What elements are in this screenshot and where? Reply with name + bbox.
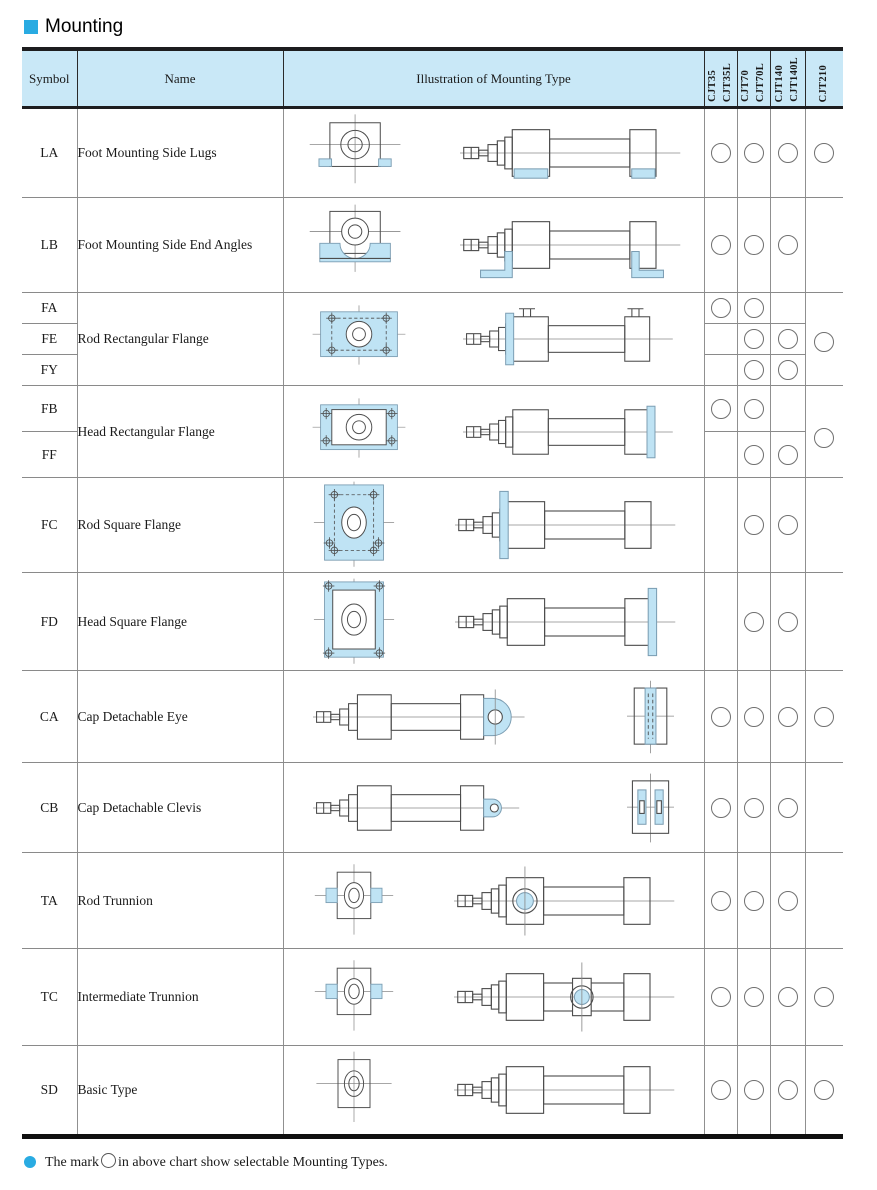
symbol-cell: TA bbox=[22, 853, 77, 949]
mark-cell bbox=[704, 1046, 737, 1137]
mark-cell bbox=[737, 853, 770, 949]
illustration-cell bbox=[283, 293, 704, 386]
symbol-cell: FF bbox=[22, 432, 77, 478]
mark-cell bbox=[805, 108, 843, 198]
col-header-symbol: Symbol bbox=[22, 49, 77, 108]
name-cell: Rod Square Flange bbox=[77, 478, 283, 573]
front-view-drawing bbox=[311, 299, 407, 379]
name-cell: Basic Type bbox=[77, 1046, 283, 1137]
symbol-cell: FY bbox=[22, 355, 77, 386]
side-view-drawing bbox=[455, 580, 679, 664]
footnote-text-before: The mark bbox=[45, 1155, 100, 1170]
col-header-illustration: Illustration of Mounting Type bbox=[283, 49, 704, 108]
illustration-cell bbox=[283, 573, 704, 671]
illustration-cell bbox=[283, 853, 704, 949]
side-view-drawing bbox=[313, 768, 526, 848]
illustration-cell bbox=[283, 1046, 704, 1137]
symbol-cell: FC bbox=[22, 478, 77, 573]
mark-cell bbox=[704, 198, 737, 293]
side-view-drawing bbox=[460, 203, 684, 287]
side-view-drawing bbox=[463, 299, 676, 379]
illustration-cell bbox=[283, 478, 704, 573]
col-header-cjt210 bbox=[805, 49, 843, 108]
mark-cell bbox=[704, 324, 737, 355]
table-row-fc bbox=[22, 478, 843, 573]
symbol-cell: FB bbox=[22, 386, 77, 432]
mark-cell bbox=[704, 293, 737, 324]
symbol-cell: FE bbox=[22, 324, 77, 355]
symbol-cell: SD bbox=[22, 1046, 77, 1137]
mark-cell bbox=[704, 573, 737, 671]
table-row-ca bbox=[22, 671, 843, 763]
front-view-drawing bbox=[310, 957, 398, 1037]
symbol-cell: FA bbox=[22, 293, 77, 324]
model-label: CJT35 bbox=[707, 70, 719, 102]
front-view-drawing bbox=[310, 861, 398, 941]
circle-mark-icon bbox=[101, 1153, 116, 1168]
mark-cell bbox=[704, 949, 737, 1046]
footnote bbox=[24, 1153, 877, 1171]
name-cell: Foot Mounting Side End Angles bbox=[77, 198, 283, 293]
side-view-drawing bbox=[455, 483, 679, 567]
mark-cell bbox=[737, 671, 770, 763]
illustration-cell bbox=[283, 108, 704, 198]
mark-cell bbox=[805, 573, 843, 671]
col-header-cjt35 bbox=[704, 49, 737, 108]
footnote-bullet-icon bbox=[24, 1156, 36, 1168]
header-row bbox=[22, 49, 843, 108]
mark-cell bbox=[704, 432, 737, 478]
symbol-cell: CA bbox=[22, 671, 77, 763]
model-label: CJT210 bbox=[818, 64, 830, 102]
mark-cell bbox=[737, 386, 770, 432]
mark-cell bbox=[770, 671, 805, 763]
table-row-la bbox=[22, 108, 843, 198]
table-row-fa bbox=[22, 293, 843, 324]
section-bullet-icon bbox=[24, 20, 38, 34]
mark-cell bbox=[704, 355, 737, 386]
mark-cell bbox=[805, 386, 843, 478]
symbol-cell: FD bbox=[22, 573, 77, 671]
side-view-drawing bbox=[313, 677, 526, 757]
col-header-name: Name bbox=[77, 49, 283, 108]
col-header-cjt140 bbox=[770, 49, 805, 108]
mark-cell bbox=[737, 478, 770, 573]
side-view-drawing bbox=[454, 955, 678, 1039]
table-row-fd bbox=[22, 573, 843, 671]
mark-cell bbox=[805, 853, 843, 949]
mark-cell bbox=[770, 853, 805, 949]
table-row-tc bbox=[22, 949, 843, 1046]
symbol-cell: CB bbox=[22, 763, 77, 853]
table-row-ta bbox=[22, 853, 843, 949]
illustration-cell bbox=[283, 198, 704, 293]
mark-cell bbox=[770, 324, 805, 355]
mark-cell bbox=[737, 949, 770, 1046]
name-cell: Cap Detachable Eye bbox=[77, 671, 283, 763]
mark-cell bbox=[737, 763, 770, 853]
mark-cell bbox=[770, 432, 805, 478]
symbol-cell: TC bbox=[22, 949, 77, 1046]
front-view-drawing bbox=[309, 577, 399, 667]
mark-cell bbox=[704, 671, 737, 763]
mark-cell bbox=[737, 1046, 770, 1137]
model-label: CJT140 bbox=[774, 64, 786, 102]
illustration-cell bbox=[283, 386, 704, 478]
front-view-drawing bbox=[303, 203, 404, 287]
col-header-cjt70 bbox=[737, 49, 770, 108]
model-label: CJT70L bbox=[754, 62, 766, 102]
mounting-table bbox=[22, 47, 843, 1139]
table-row-fb bbox=[22, 386, 843, 432]
page-title: Mounting bbox=[45, 16, 124, 37]
mark-cell bbox=[737, 324, 770, 355]
name-cell: Head Square Flange bbox=[77, 573, 283, 671]
footnote-text bbox=[45, 1153, 388, 1171]
front-view-drawing bbox=[311, 392, 407, 472]
model-label: CJT35L bbox=[721, 62, 733, 102]
mark-cell bbox=[805, 671, 843, 763]
mark-cell bbox=[770, 198, 805, 293]
side-view-drawing bbox=[454, 1048, 678, 1132]
mark-cell bbox=[770, 478, 805, 573]
section-title bbox=[24, 16, 877, 38]
table-row-sd bbox=[22, 1046, 843, 1137]
mark-cell bbox=[805, 198, 843, 293]
mark-cell bbox=[704, 763, 737, 853]
symbol-cell: LB bbox=[22, 198, 77, 293]
mark-cell bbox=[770, 386, 805, 432]
mark-cell bbox=[805, 1046, 843, 1137]
mark-cell bbox=[770, 949, 805, 1046]
name-cell: Intermediate Trunnion bbox=[77, 949, 283, 1046]
mark-cell bbox=[770, 293, 805, 324]
mark-cell bbox=[805, 478, 843, 573]
mark-cell bbox=[770, 1046, 805, 1137]
name-cell: Rod Trunnion bbox=[77, 853, 283, 949]
side-view-drawing bbox=[463, 392, 676, 472]
front-view-drawing bbox=[310, 1050, 398, 1130]
mark-cell bbox=[805, 949, 843, 1046]
name-cell: Rod Rectangular Flange bbox=[77, 293, 283, 386]
table-row-cb bbox=[22, 763, 843, 853]
mark-cell bbox=[805, 763, 843, 853]
mark-cell bbox=[770, 108, 805, 198]
mark-cell bbox=[737, 355, 770, 386]
mark-cell bbox=[805, 293, 843, 386]
name-cell: Cap Detachable Clevis bbox=[77, 763, 283, 853]
mark-cell bbox=[770, 763, 805, 853]
mark-cell bbox=[737, 573, 770, 671]
mark-cell bbox=[770, 355, 805, 386]
front-view-drawing bbox=[303, 111, 404, 195]
footnote-text-after: in above chart show selectable Mounting Types. bbox=[118, 1155, 388, 1170]
mark-cell bbox=[704, 478, 737, 573]
mark-cell bbox=[704, 386, 737, 432]
name-cell: Head Rectangular Flange bbox=[77, 386, 283, 478]
table-row-lb bbox=[22, 198, 843, 293]
side-view-drawing bbox=[460, 111, 684, 195]
front-view-drawing bbox=[309, 480, 399, 570]
illustration-cell bbox=[283, 949, 704, 1046]
end-view-drawing bbox=[627, 679, 674, 755]
model-label: CJT70 bbox=[740, 70, 752, 102]
end-view-drawing bbox=[627, 770, 674, 846]
mark-cell bbox=[737, 108, 770, 198]
side-view-drawing bbox=[454, 859, 678, 943]
model-label: CJT140L bbox=[788, 57, 800, 102]
mark-cell bbox=[737, 198, 770, 293]
name-cell: Foot Mounting Side Lugs bbox=[77, 108, 283, 198]
mark-cell bbox=[737, 293, 770, 324]
mark-cell bbox=[770, 573, 805, 671]
mark-cell bbox=[737, 432, 770, 478]
illustration-cell bbox=[283, 671, 704, 763]
mark-cell bbox=[704, 853, 737, 949]
symbol-cell: LA bbox=[22, 108, 77, 198]
mark-cell bbox=[704, 108, 737, 198]
illustration-cell bbox=[283, 763, 704, 853]
